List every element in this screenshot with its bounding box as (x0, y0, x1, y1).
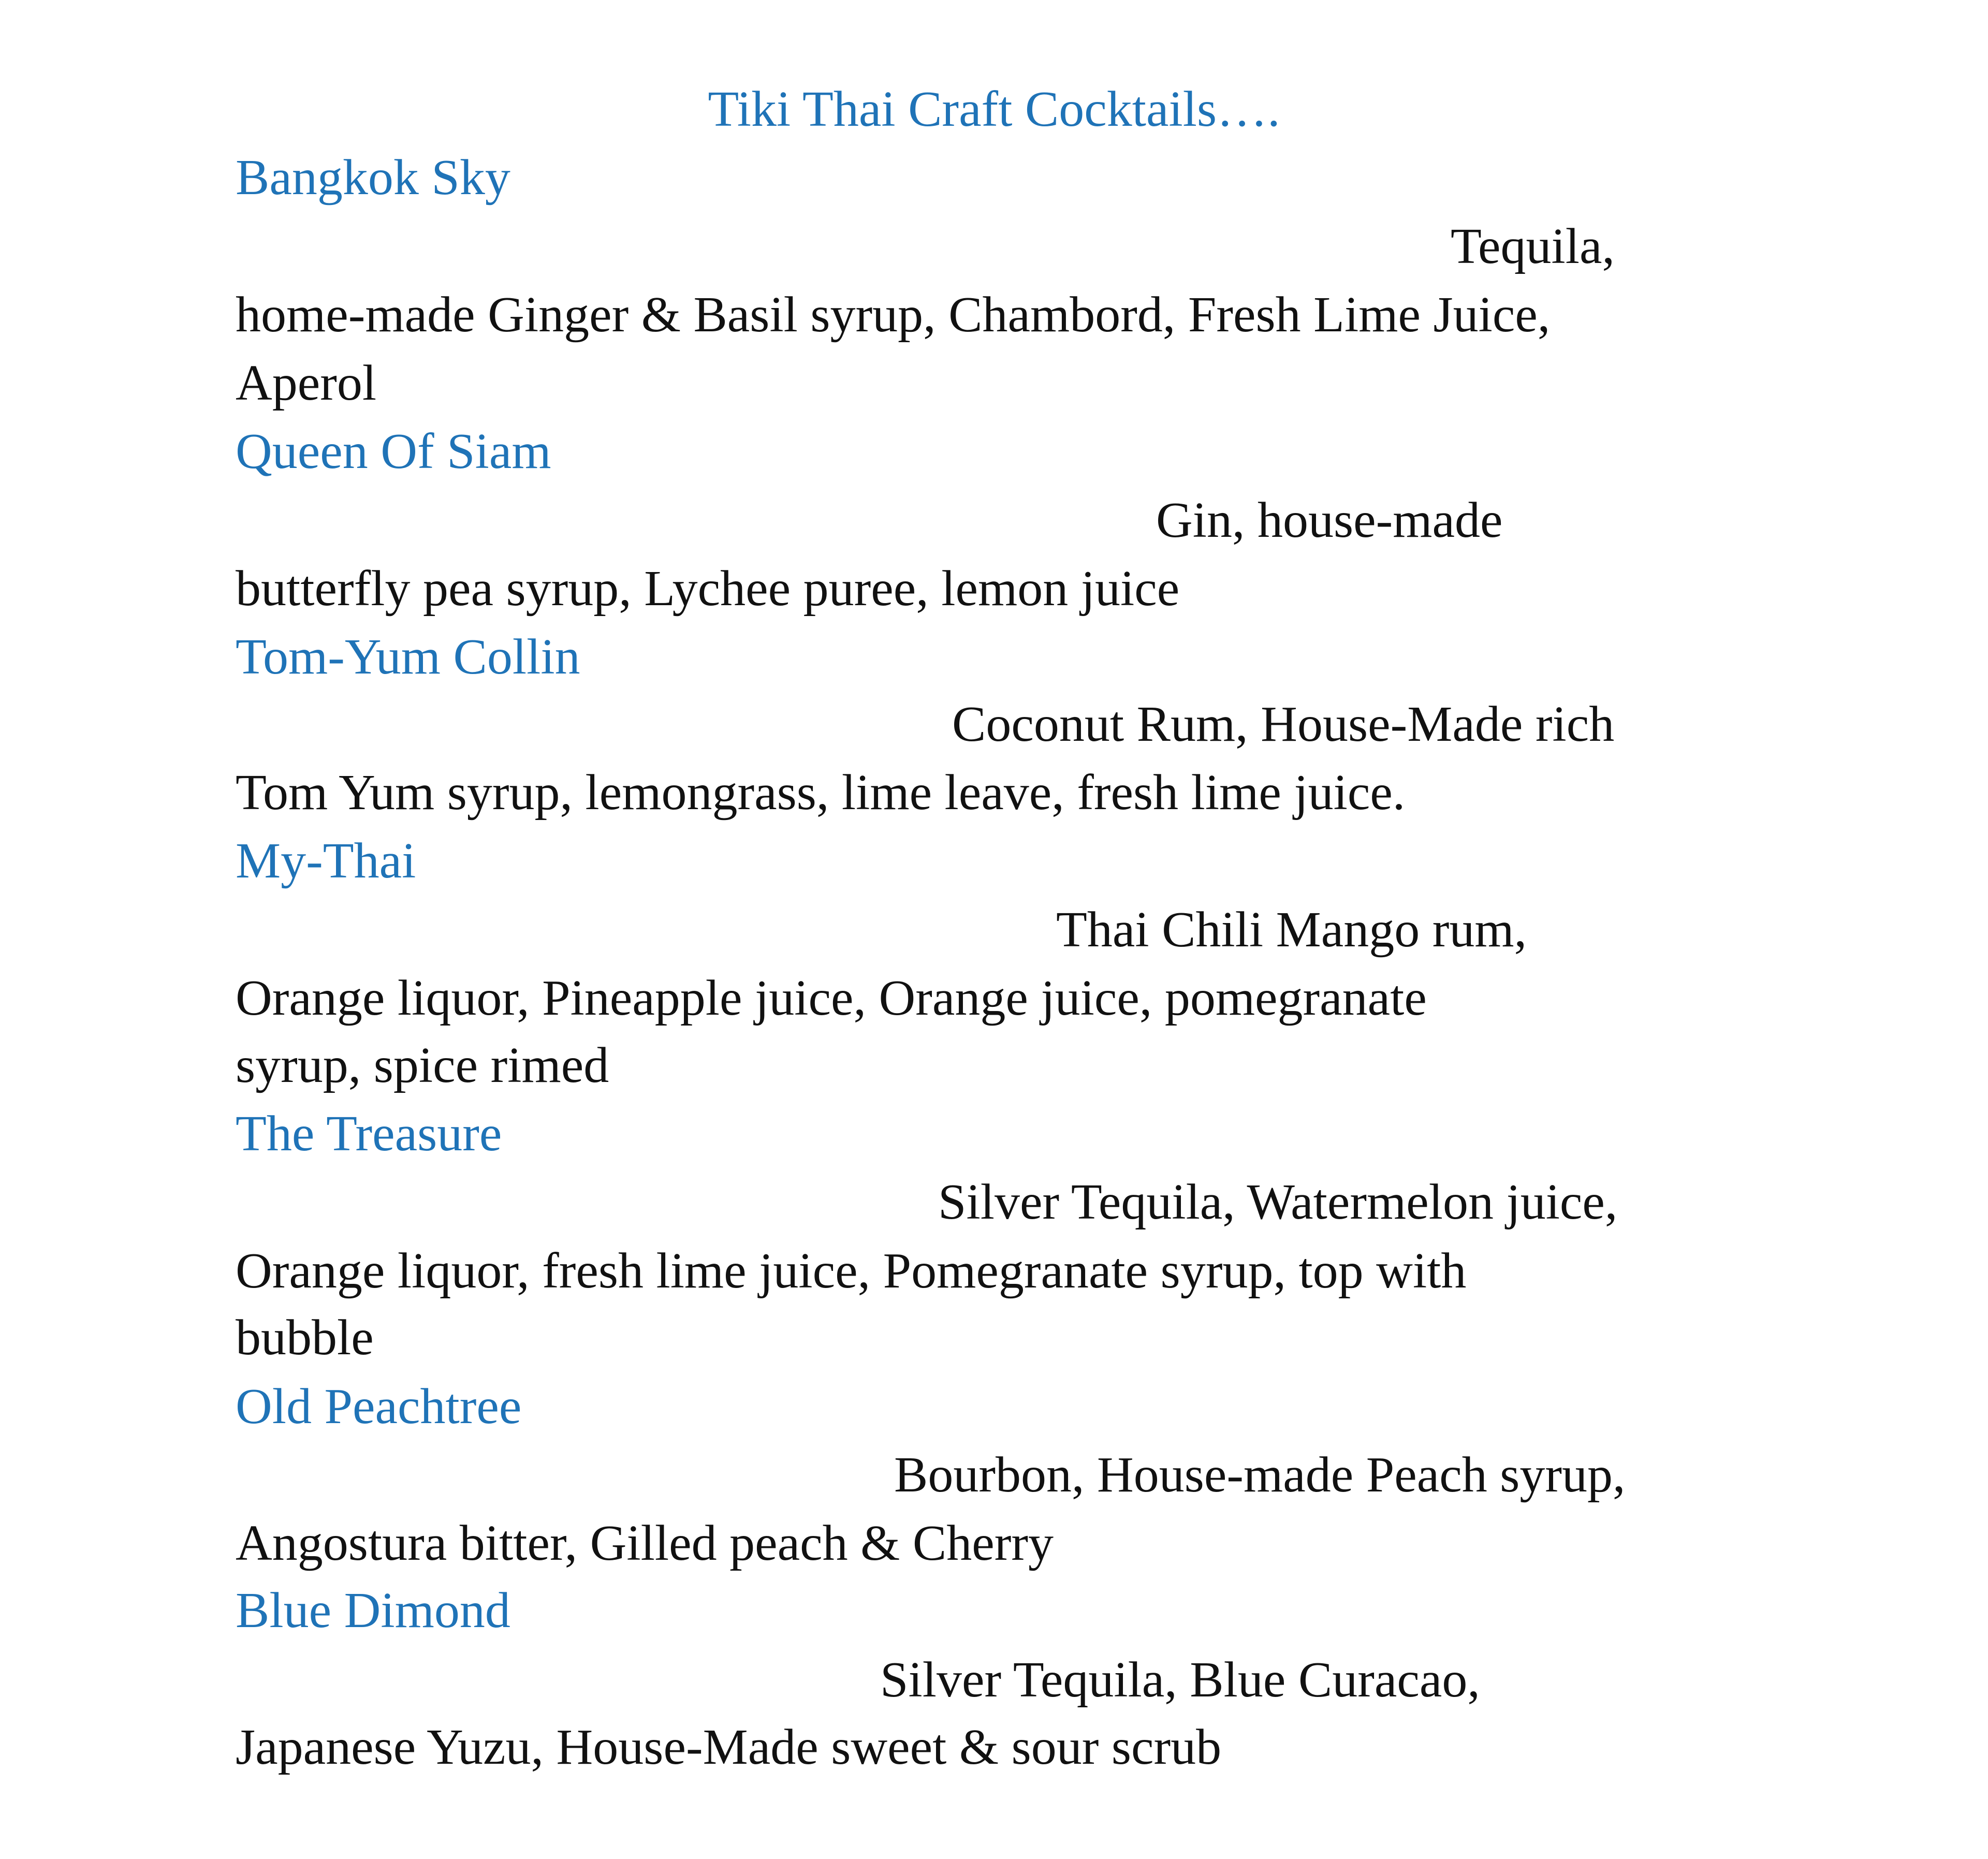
cocktail-name: Old Peachtree (236, 1379, 522, 1434)
cocktail-description-line: Silver Tequila, Blue Curacao, (880, 1652, 1480, 1708)
cocktail-description-line: Gin, house-made (1156, 492, 1503, 548)
cocktail-description-line: butterfly pea syrup, Lychee puree, lemon juice (236, 561, 1180, 617)
cocktail-description-line: Silver Tequila, Watermelon juice, (938, 1174, 1618, 1230)
cocktail-description-line: Tequila, (1451, 218, 1615, 274)
menu-title: Tiki Thai Craft Cocktails…. (708, 81, 1280, 137)
cocktail-name: Tom-Yum Collin (236, 629, 580, 685)
cocktail-description-line: Orange liquor, fresh lime juice, Pomegranate syrup, top with (236, 1243, 1467, 1299)
cocktail-description-line: Japanese Yuzu, House-Made sweet & sour scrub (236, 1719, 1222, 1775)
cocktail-description-line: syrup, spice rimed (236, 1037, 609, 1093)
cocktail-description-line: Bourbon, House-made Peach syrup, (894, 1447, 1626, 1503)
cocktail-description-line: home-made Ginger & Basil syrup, Chambord, Fresh Lime Juice, (236, 287, 1551, 343)
cocktail-name: Bangkok Sky (236, 150, 510, 206)
cocktail-description-line: Coconut Rum, House-Made rich (952, 696, 1615, 752)
cocktail-description-line: Aperol (236, 355, 377, 411)
cocktail-description-line: bubble (236, 1310, 374, 1366)
cocktail-name: The Treasure (236, 1106, 502, 1162)
cocktail-description-line: Orange liquor, Pineapple juice, Orange juice, pomegranate (236, 970, 1427, 1026)
cocktail-description-line: Thai Chili Mango rum, (1056, 902, 1527, 958)
cocktail-description-line: Tom Yum syrup, lemongrass, lime leave, fresh lime juice. (236, 765, 1406, 821)
cocktail-name: My-Thai (236, 833, 416, 889)
cocktail-description-line: Angostura bitter, Gilled peach & Cherry (236, 1515, 1054, 1571)
cocktail-name: Queen Of Siam (236, 423, 551, 479)
cocktail-name: Blue Dimond (236, 1583, 510, 1638)
